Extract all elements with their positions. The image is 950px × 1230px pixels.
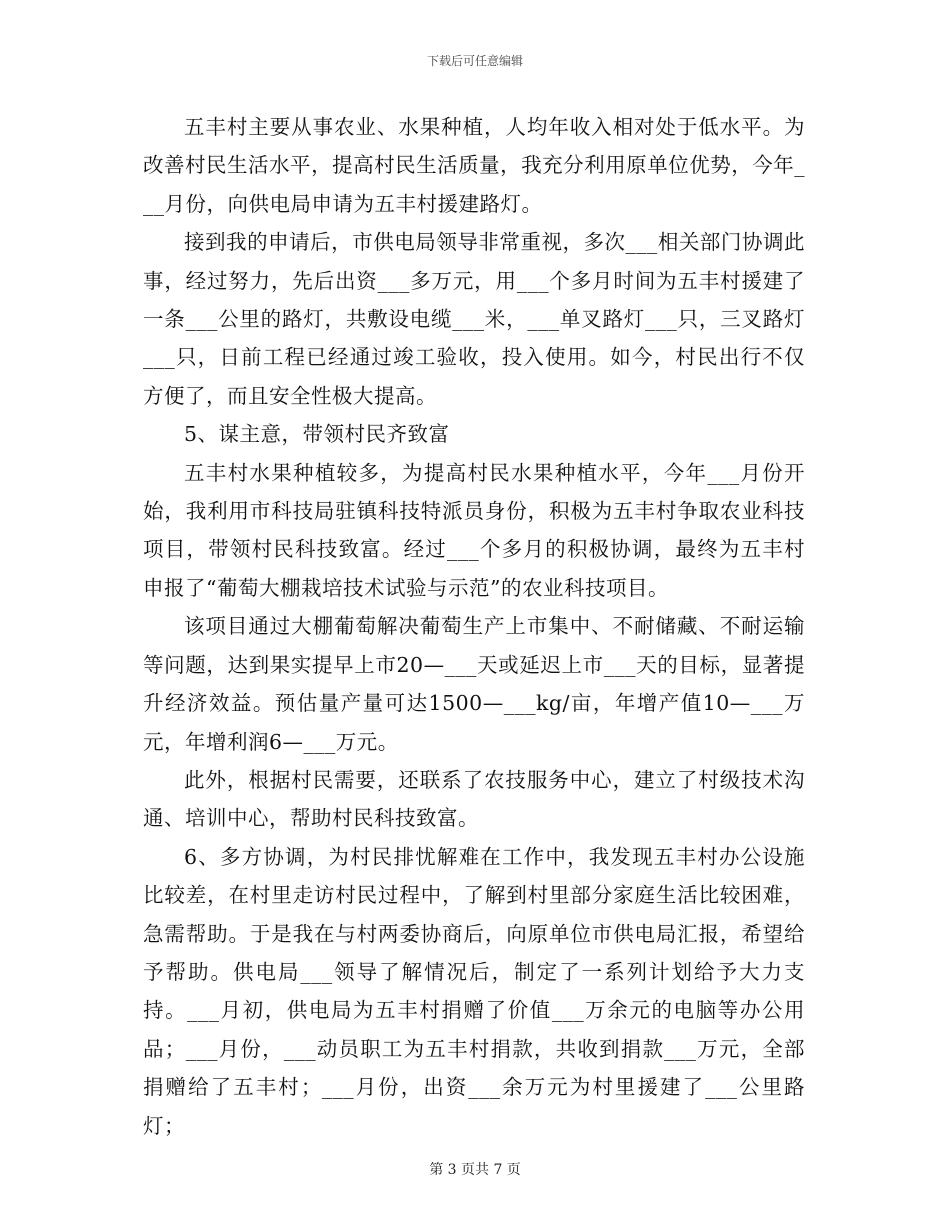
paragraph-streetlight-intro: 五丰村主要从事农业、水果种植，人均年收入相对处于低水平。为改善村民生活水平，提高村民生活质量，我充分利用原单位优势，今年___月份，向供电局申请为五丰村援建路灯。	[143, 115, 805, 216]
document-body	[143, 108, 805, 1145]
paragraph-streetlight-project: 接到我的申请后，市供电局领导非常重视，多次___相关部门协调此事，经过努力，先后出资___多万元，用___个多月时间为五丰村援建了一条___公里的路灯，共敷设电缆___米，___单叉路灯___只，三叉路灯___只，日前工程已经通过竣工验收，投入使用。如今，村民出行不仅方便了，而且安全性极大提高。	[143, 230, 805, 408]
paragraph-fruit-project: 五丰村水果种植较多，为提高村民水果种植水平，今年___月份开始，我利用市科技局驻镇科技特派员身份，积极为五丰村争取农业科技项目，带领村民科技致富。经过___个多月的积极协调，最终为五丰村申报了“葡萄大棚栽培技术试验与示范”的农业科技项目。	[143, 460, 805, 600]
paragraph-greenhouse-grapes: 该项目通过大棚葡萄解决葡萄生产上市集中、不耐储藏、不耐运输等问题，达到果实提早上市20—___天或延迟上市___天的目标，显著提升经济效益。预估量产量可达1500—___kg/亩，年增产值10—___万元，年增利润6—___万元。	[143, 614, 805, 754]
paragraph-training-center: 此外，根据村民需要，还联系了农技服务中心，建立了村级技术沟通、培训中心，帮助村民科技致富。	[143, 767, 805, 831]
page-header: 下载后可任意编辑	[426, 54, 523, 68]
paragraph-coordination: 6、多方协调，为村民排忧解难在工作中，我发现五丰村办公设施比较差，在村里走访村民过程中，了解到村里部分家庭生活比较困难，急需帮助。于是我在与村两委协商后，向原单位市供电局汇报，希望给予帮助。供电局___领导了解情况后，制定了一系列计划给予大力支持。___月初，供电局为五丰村捐赠了价值___万余元的电脑等办公用品；___月份，___动员职工为五丰村捐款，共收到捐款___万元，全部捐赠给了五丰村；___月份，出资___余万元为村里援建了___公里路灯；	[143, 844, 805, 1138]
section-heading-5: 5、谋主意，带领村民齐致富	[184, 422, 450, 447]
page-number: 第 3 页共 7 页	[429, 1162, 521, 1178]
